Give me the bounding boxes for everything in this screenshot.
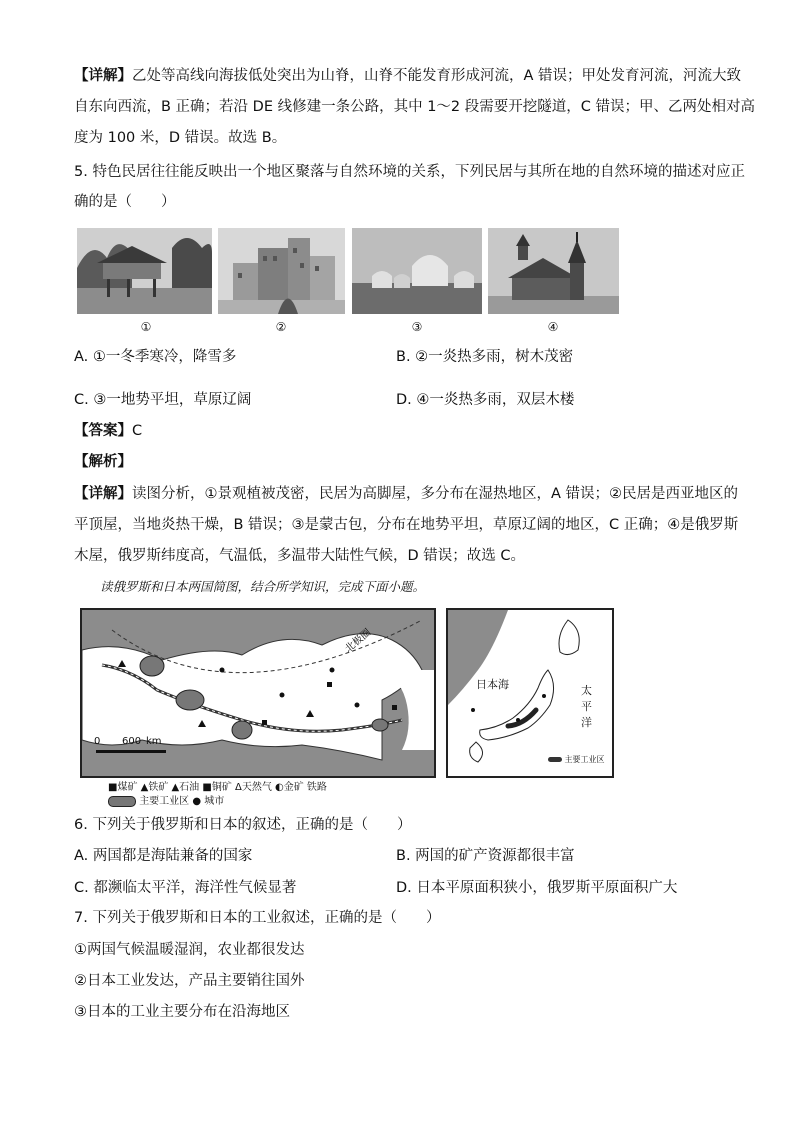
- q7-item-2: ②日本工业发达，产品主要销往国外: [74, 973, 305, 989]
- q5-option-a: A. ①一冬季寒冷，降雪多: [74, 349, 237, 365]
- map-intro: 读俄罗斯和日本两国简图，结合所学知识，完成下面小题。: [100, 579, 426, 594]
- q5-stem-line-2: 确的是（ ）: [74, 194, 176, 210]
- japan-legend: 主要工业区: [548, 754, 605, 765]
- russia-legend-row-2: 主要工业区 ● 城市: [108, 792, 224, 807]
- scale-600: 600: [122, 736, 142, 747]
- q7-stem: 7. 下列关于俄罗斯和日本的工业叙述，正确的是（ ）: [74, 910, 441, 926]
- scale-unit: km: [146, 736, 162, 747]
- q5-detail-line-3: 木屋，俄罗斯纬度高，气温低，多温带大陆性气候，D 错误；故选 C。: [74, 548, 526, 564]
- q5-answer: 【答案】C: [74, 423, 143, 439]
- pacific-label-3: 洋: [581, 716, 592, 729]
- flat-roof-house-photo: [218, 228, 345, 314]
- russia-map: [80, 608, 436, 778]
- q5-stem-line-1: 5. 特色民居往往能反映出一个地区聚落与自然环境的关系，下列民居与其所在地的自然环境的描述对应正: [74, 164, 745, 180]
- q6-option-d: D. 日本平原面积狭小，俄罗斯平原面积广大: [396, 880, 678, 896]
- industry-zone-swatch: [108, 796, 136, 807]
- wooden-church-photo: [488, 228, 619, 314]
- photo-label-3: ③: [411, 320, 423, 334]
- sea-of-japan-label: 日本海: [476, 678, 509, 691]
- q4-detail-line-3: 度为 100 米，D 错误。故选 B。: [74, 130, 287, 146]
- pacific-label-2: 平: [581, 700, 592, 713]
- q7-item-3: ③日本的工业主要分布在沿海地区: [74, 1004, 290, 1020]
- q5-option-d: D. ④一炎热多雨，双层木楼: [396, 392, 575, 408]
- q5-analysis-tag: 【解析】: [74, 454, 132, 470]
- q6-stem: 6. 下列关于俄罗斯和日本的叙述，正确的是（ ）: [74, 817, 412, 833]
- pacific-label-1: 太: [581, 684, 592, 697]
- photo-label-4: ④: [547, 320, 559, 334]
- q6-option-c: C. 都濒临太平洋，海洋性气候显著: [74, 880, 297, 896]
- photo-label-2: ②: [275, 320, 287, 334]
- stilt-house-photo: [77, 228, 212, 314]
- q6-option-a: A. 两国都是海陆兼备的国家: [74, 848, 253, 864]
- yurt-photo: [352, 228, 482, 314]
- q4-detail-line-1: 【详解】乙处等高线向海拔低处突出为山脊，山脊不能发育形成河流，A 错误；甲处发育河流，河流大致: [74, 68, 742, 84]
- q6-option-b: B. 两国的矿产资源都很丰富: [396, 848, 575, 864]
- arctic-circle-label: 北极圈: [343, 627, 374, 655]
- q5-detail-line-1: 【详解】读图分析，①景观植被茂密，民居为高脚屋，多分布在湿热地区，A 错误；②民居是西亚地区的: [74, 486, 739, 502]
- q7-item-1: ①两国气候温暖湿润，农业都很发达: [74, 942, 305, 958]
- q5-option-c: C. ③一地势平坦，草原辽阔: [74, 392, 252, 408]
- photo-label-1: ①: [140, 320, 152, 334]
- q4-detail-line-2: 自东向西流，B 正确；若沿 DE 线修建一条公路，其中 1～2 段需要开挖隧道，C 错误；甲、乙两处相对高: [74, 99, 756, 115]
- japan-map: [446, 608, 614, 778]
- q5-option-b: B. ②一炎热多雨，树木茂密: [396, 349, 574, 365]
- q5-detail-line-2: 平顶屋，当地炎热干燥，B 错误；③是蒙古包，分布在地势平坦，草原辽阔的地区，C 正确；④是俄罗斯: [74, 517, 739, 533]
- japan-industry-swatch: [548, 757, 562, 762]
- russia-legend-row-1: ■煤矿 ▲铁矿 ▲石油 ■铜矿 Δ天然气 ◐金矿 铁路: [108, 782, 327, 793]
- q4-detail-tag: 【详解】: [74, 68, 132, 84]
- scale-zero: 0: [94, 736, 101, 747]
